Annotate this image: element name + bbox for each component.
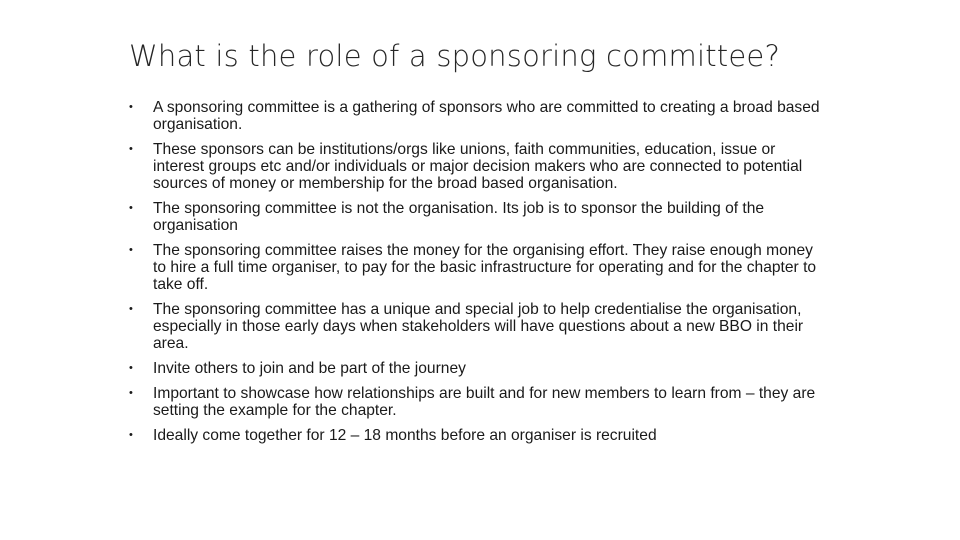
bullet-item (129, 99, 829, 133)
bullet-marker: • (129, 101, 133, 113)
bullet-text: The sponsoring committee raises the money for the organising effort. They raise enough money to hire a full time organiser, to pay for the basic infrastructure for operating and for the chapter to take off. (153, 242, 817, 293)
bullet-text: Ideally come together for 12 – 18 months before an organiser is recruited (153, 427, 657, 444)
bullet-item (129, 141, 829, 192)
slide-title: What is the role of a sponsoring committee? (129, 39, 781, 73)
bullet-text: These sponsors can be institutions/orgs like unions, faith communities, education, issue or interest groups etc and/or individuals or major decision makers who are connected to potential sources of money or membership for the broad based organisation. (153, 141, 803, 192)
bullet-marker: • (129, 387, 133, 399)
bullet-item (129, 200, 829, 234)
bullet-item (129, 385, 829, 419)
bullet-marker: • (129, 362, 133, 374)
bullet-text: Important to showcase how relationships are built and for new members to learn from – they are setting the example for the chapter. (153, 385, 816, 419)
bullet-item (129, 301, 829, 352)
bullet-marker: • (129, 429, 133, 441)
bullet-list (129, 99, 829, 452)
bullet-text: The sponsoring committee has a unique and special job to help credentialise the organisation, especially in those early days when stakeholders will have questions about a new BBO in their area. (153, 301, 804, 352)
bullet-text: The sponsoring committee is not the organisation. Its job is to sponsor the building of the organisation (153, 200, 765, 234)
bullet-text: A sponsoring committee is a gathering of sponsors who are committed to creating a broad based organisation. (153, 99, 820, 133)
bullet-item (129, 360, 829, 377)
bullet-marker: • (129, 202, 133, 214)
bullet-item (129, 427, 829, 444)
bullet-marker: • (129, 303, 133, 315)
bullet-marker: • (129, 244, 133, 256)
bullet-text: Invite others to join and be part of the journey (153, 360, 466, 377)
bullet-marker: • (129, 143, 133, 155)
bullet-item (129, 242, 829, 293)
